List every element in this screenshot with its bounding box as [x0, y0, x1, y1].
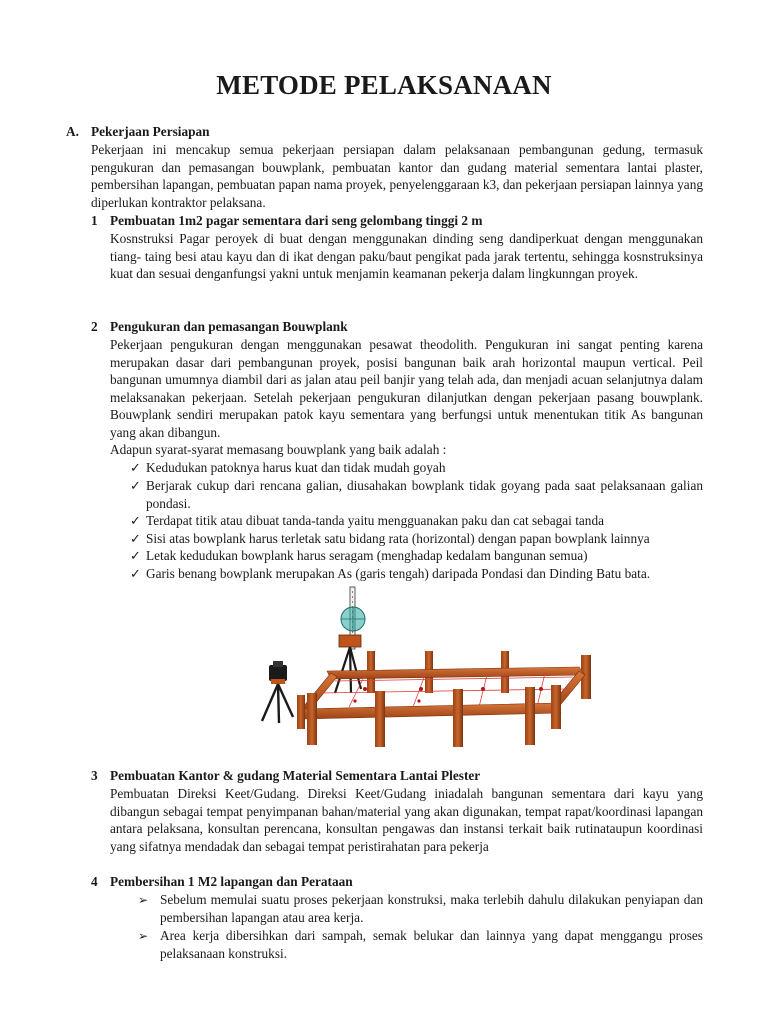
item-1-body: Kosnstruksi Pagar peroyek di buat dengan menggunakan dinding seng dandiperkuat dengan menggunakan tiang- taing besi atau kayu dan di ikat dengan paku/baut pengikat pada jarak tertentu, sehingga kosnstruksinya kuat dan sesuai denganfungsi yakni untuk menjamin keamanan pekerja dalam lingkunngan proyek. — [110, 231, 703, 282]
bowplank-illustration — [255, 585, 595, 753]
bowplank-frame — [297, 651, 591, 747]
requirement-item — [130, 477, 703, 512]
requirement-text: Letak kedudukan bowplank harus seragam (menghadap kedalam bangunan semua) — [146, 548, 588, 563]
theodolite-back — [335, 635, 361, 693]
item-2-heading: Pengukuran dan pemasangan Bouwplank — [110, 319, 348, 334]
requirement-item — [130, 530, 703, 548]
section-a-letter: A. — [66, 124, 79, 139]
item-3-body: Pembuatan Direksi Keet/Gudang. Direksi Keet/Gudang iniadalah bangunan sementara dari kayu yang dibangun sebagai tempat penyimpanan bahan/material yang akan digunakan, tempat rapat/koordinasi lapangan antara pelaksana, konsultan perencana, konsultan pengawas dan instansi terkait baik rutinataupun koordinasi yang sifatnya mendadak dan sebagai tempat peristirahatan para pekerja — [110, 786, 703, 854]
item-2-requirements-intro: Adapun syarat-syarat memasang bouwplank yang baik adalah : — [110, 442, 447, 457]
arrow-bullet-icon: ➢ — [138, 893, 149, 907]
section-a-heading: Pekerjaan Persiapan — [91, 124, 210, 139]
requirement-text: Sisi atas bowplank harus terletak satu bidang rata (horizontal) dengan papan bowplank lainnya — [146, 531, 650, 546]
item-2-body: Pekerjaan pengukuran dengan menggunakan pesawat theodolith. Pengukuran ini sangat penting karena merupakan dasar dari pembangunan proyek, posisi bangunan baik arah horizontal maupun vertical. Peil bangunan umumnya diambil dari as jalan atau peil banjir yang telah ada, dan menjadi acuan selanjutnya dalam melaksanakan pekerjaan. Setelah pekerjaan pengukuran dilanjutkan dengan pekerjaan pasang bouwplank. Bouwplank sendiri merupakan patok kayu sementara yang berfungsi untuk menentukan titik As bangunan yang akan dibangun. — [110, 337, 703, 440]
cleanup-point — [138, 927, 703, 963]
requirement-text: Garis benang bowplank merupakan As (garis tengah) daripada Pondasi dan Dinding Batu bata. — [146, 566, 651, 581]
requirement-item — [130, 512, 703, 530]
item-1-number: 1 — [91, 213, 98, 228]
check-icon: ✓ — [130, 531, 141, 546]
item-4-heading: Pembersihan 1 M2 lapangan dan Perataan — [110, 874, 353, 889]
check-icon: ✓ — [130, 566, 141, 581]
item-2-number: 2 — [91, 319, 98, 334]
theodolite-front — [262, 661, 293, 723]
item-1-heading: Pembuatan 1m2 pagar sementara dari seng gelombang tinggi 2 m — [110, 213, 483, 228]
cleanup-point — [138, 891, 703, 927]
requirement-text: Berjarak cukup dari rencana galian, diusahakan bowplank tidak goyang pada saat pelaksanaan galian pondasi. — [146, 478, 703, 511]
section-a-intro: Pekerjaan ini mencakup semua pekerjaan persiapan dalam pelaksanaan pembangunan gedung, termasuk pengukuran dan pemasangan bouwplank, pembuatan kantor dan gudang material sementara lantai plaster, pembersihan lapangan, pembuatan papan nama proyek, penyelenggaraan k3, dan pekerjaan persiapan lainnya yang diperlukan kontraktor pelaksana. — [91, 142, 703, 210]
requirement-text: Kedudukan patoknya harus kuat dan tidak mudah goyah — [146, 460, 446, 475]
item-3-number: 3 — [91, 768, 98, 783]
requirement-item — [130, 565, 703, 583]
check-icon: ✓ — [130, 478, 141, 493]
requirement-item — [130, 459, 703, 477]
check-icon: ✓ — [130, 548, 141, 563]
page-title: METODE PELAKSANAAN — [216, 70, 552, 100]
cleanup-point-text: Sebelum memulai suatu proses pekerjaan konstruksi, maka terlebih dahulu dilakukan penyiapan dan pembersihan lapangan atau area kerja. — [160, 892, 703, 925]
arrow-bullet-icon: ➢ — [138, 929, 149, 943]
check-icon: ✓ — [130, 513, 141, 528]
requirement-text: Terdapat titik atau dibuat tanda-tanda yaitu mengguanakan paku dan cat sebagai tanda — [146, 513, 604, 528]
requirement-item — [130, 547, 703, 565]
item-4-number: 4 — [91, 874, 98, 889]
check-icon: ✓ — [130, 460, 141, 475]
cleanup-point-text: Area kerja dibersihkan dari sampah, semak belukar dan lainnya yang dapat menggangu proses pelaksanaan konstruksi. — [160, 928, 703, 961]
item-3-heading: Pembuatan Kantor & gudang Material Sementara Lantai Plester — [110, 768, 481, 783]
